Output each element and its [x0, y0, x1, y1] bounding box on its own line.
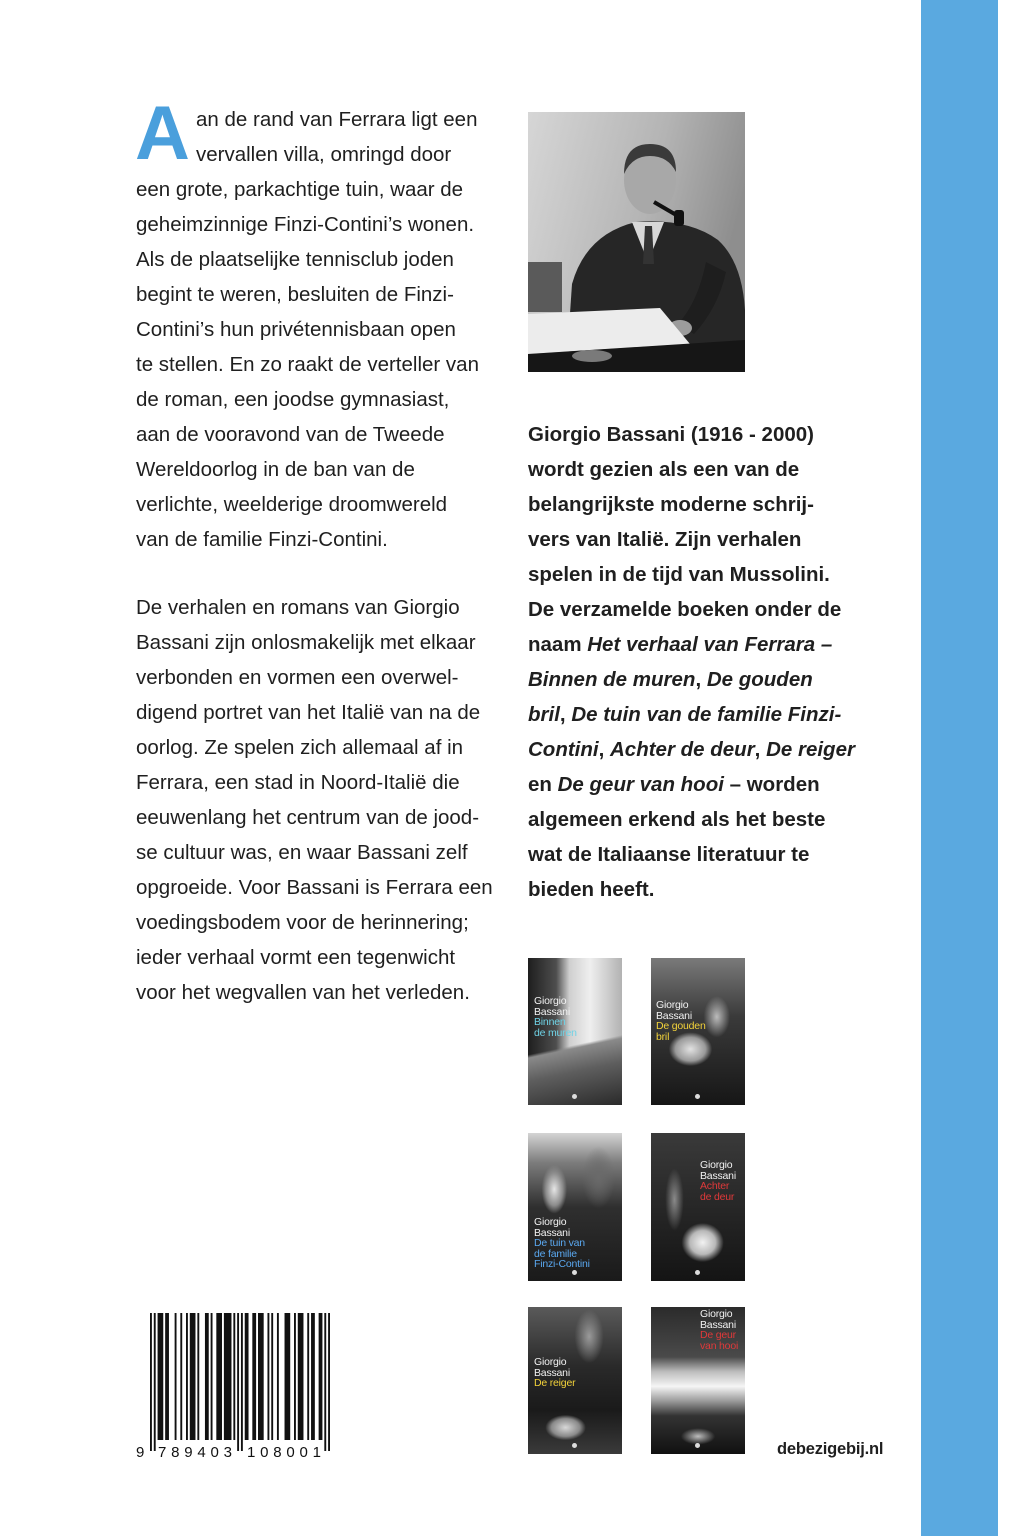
text-line: verlichte, weelderige droomwereld [136, 493, 448, 516]
book-title-text: De reiger [766, 738, 855, 761]
bio-line [528, 662, 855, 697]
barcode-guard-bar [328, 1313, 330, 1451]
barcode-bar [277, 1313, 279, 1440]
cover-author: Giorgio [534, 995, 567, 1007]
book-title-text: De tuin van de familie Finzi- [571, 703, 842, 726]
barcode-bar [165, 1313, 169, 1440]
barcode-guard-bar [154, 1313, 156, 1451]
cover-title: de deur [700, 1190, 735, 1203]
cover-author: Giorgio [656, 999, 689, 1011]
bio-text: , [695, 668, 707, 691]
author-photo [528, 112, 745, 372]
barcode-bar [294, 1313, 296, 1440]
barcode-bar [205, 1313, 209, 1440]
text-line: Wereldoorlog in de ban van de [136, 458, 415, 481]
bio-text: , [559, 703, 572, 726]
cover-title: Finzi-Contini [534, 1258, 590, 1270]
text-line: de roman, een joodse gymnasiast, [136, 388, 450, 411]
bio-text: wordt gezien als een van de [528, 458, 800, 481]
book-title-text: bril [528, 703, 560, 726]
barcode-bar [190, 1313, 196, 1440]
intro-paragraph [136, 102, 479, 557]
bio-line [528, 522, 855, 557]
cover-author: Bassani [656, 1009, 692, 1022]
bio-text: naam [528, 633, 588, 656]
cover-title: De reiger [534, 1377, 576, 1389]
text-line: oorlog. Ze spelen zich allemaal af in [136, 736, 464, 759]
bio-text: spelen in de tijd van Mussolini. [528, 563, 830, 586]
series-book-cover [528, 1307, 622, 1454]
cover-title: De geur [700, 1329, 736, 1341]
bio-text: belangrijkste moderne schrij- [528, 493, 814, 516]
bio-line [528, 557, 855, 592]
text-line: geheimzinnige Finzi-Contini’s wonen. [136, 213, 475, 236]
cover-title: Achter [700, 1180, 730, 1192]
bio-line [528, 417, 855, 452]
barcode-guard-bar [241, 1313, 243, 1451]
bio-line [528, 732, 855, 767]
series-book-cover [651, 958, 745, 1105]
barcode-bar [245, 1313, 249, 1440]
barcode-bar [298, 1313, 304, 1440]
photo-pipe-bowl [674, 210, 684, 226]
author-bio [528, 417, 855, 907]
cover-text [534, 996, 577, 1038]
bio-text: algemeen erkend als het beste [528, 808, 826, 831]
barcode-bar [267, 1313, 269, 1440]
cover-author: Giorgio [700, 1308, 733, 1320]
text-line: an de rand van Ferrara ligt een [196, 108, 478, 131]
barcode-bar [216, 1313, 222, 1440]
bio-line [528, 872, 855, 907]
bio-line [528, 487, 855, 522]
cover-author: Giorgio [534, 1216, 567, 1228]
bio-text: en [528, 773, 558, 796]
bio-line [528, 592, 855, 627]
bio-text: bieden heeft. [528, 878, 655, 901]
barcode-bar [224, 1313, 232, 1440]
text-line: Ferrara, een stad in Noord-Italië die [136, 771, 460, 794]
text-line: een grote, parkachtige tuin, waar de [136, 178, 464, 201]
barcode-bar [186, 1313, 188, 1440]
barcode-bar [180, 1313, 182, 1440]
cover-author: Bassani [534, 1366, 570, 1379]
text-line: ieder verhaal vormt een tegenwicht [136, 946, 456, 969]
text-line: Contini’s hun privétennisbaan open [136, 318, 456, 341]
barcode-bar [307, 1313, 309, 1440]
publisher-logo-icon [572, 1094, 577, 1099]
isbn-barcode [134, 1310, 334, 1462]
book-title-text: Achter de deur [610, 738, 755, 761]
photo-machine [528, 262, 562, 312]
bio-line [528, 767, 855, 802]
context-paragraph [136, 590, 493, 1010]
text-line: digend portret van het Italië van na de [136, 701, 481, 724]
publisher-logo-icon [572, 1270, 577, 1275]
barcode-bar [175, 1313, 177, 1440]
cover-title: van hooi [700, 1339, 739, 1352]
bio-line [528, 452, 855, 487]
text-line: voor het wegvallen van het verleden. [136, 981, 470, 1004]
text-line: se cultuur was, en waar Bassani zelf [136, 841, 468, 864]
book-title-text: De geur van hooi [557, 773, 724, 796]
barcode-bar [197, 1313, 199, 1440]
bio-text: , [598, 738, 610, 761]
text-line: begint te weren, besluiten de Finzi- [136, 283, 454, 306]
barcode-bar [258, 1313, 264, 1440]
cover-text [700, 1309, 738, 1351]
cover-title: bril [656, 1030, 670, 1043]
book-title-text: Contini [528, 738, 599, 761]
bio-text: wat de Italiaanse literatuur te [528, 843, 810, 866]
cover-author: Giorgio [700, 1159, 733, 1171]
publisher-logo-icon [695, 1270, 700, 1275]
book-title-text: De gouden [706, 668, 813, 691]
barcode-guard-bar [150, 1313, 152, 1451]
barcode-left-group: 789403 [158, 1444, 232, 1461]
bio-text: Giorgio Bassani (1916 - 2000) [528, 423, 814, 446]
cover-text [700, 1160, 736, 1202]
text-line: De verhalen en romans van Giorgio [136, 596, 460, 619]
series-book-cover [528, 958, 622, 1105]
cover-title: De gouden [656, 1020, 706, 1032]
bio-text: De verzamelde boeken onder de [528, 598, 842, 621]
barcode-bar [252, 1313, 256, 1440]
barcode-first-digit: 9 [136, 1444, 145, 1461]
photo-ashtray [572, 350, 612, 362]
barcode-bars [150, 1313, 330, 1451]
cover-text [534, 1357, 575, 1389]
bio-line [528, 697, 855, 732]
bio-text: , [754, 738, 767, 761]
bio-text: vers van Italië. Zijn verhalen [528, 528, 802, 551]
text-line: Bassani zijn onlosmakelijk met elkaar [136, 631, 476, 654]
barcode-bar [233, 1313, 235, 1440]
publisher-logo-icon [572, 1443, 577, 1448]
bio-line [528, 802, 855, 837]
barcode-bar [211, 1313, 213, 1440]
cover-author: Bassani [534, 1226, 570, 1239]
barcode-bar [285, 1313, 291, 1440]
publisher-website: debezigebij.nl [777, 1440, 884, 1458]
cover-title: Binnen [534, 1016, 566, 1028]
text-line: aan de vooravond van de Tweede [136, 423, 445, 446]
text-line: verbonden en vormen een overwel- [136, 666, 459, 689]
cover-author: Bassani [700, 1318, 736, 1331]
blue-spine-stripe [921, 0, 998, 1536]
cover-author: Bassani [534, 1005, 570, 1018]
cover-author: Giorgio [534, 1356, 567, 1368]
barcode-guard-bar [324, 1313, 326, 1451]
barcode-bar [271, 1313, 273, 1440]
barcode-guard-bar [237, 1313, 239, 1451]
publisher-logo-icon [695, 1443, 700, 1448]
series-book-cover [528, 1133, 622, 1281]
cover-title: de muren [534, 1026, 577, 1039]
text-line: te stellen. En zo raakt de verteller van [136, 353, 479, 376]
text-line: eeuwenlang het centrum van de jood- [136, 806, 480, 829]
barcode-bar [158, 1313, 164, 1440]
series-book-cover [651, 1133, 745, 1281]
text-line: voedingsbodem voor de herinnering; [136, 911, 469, 934]
cover-text [656, 1000, 706, 1042]
bio-line [528, 837, 855, 872]
cover-title: De tuin van [534, 1237, 585, 1249]
book-title-text: Binnen de muren [528, 668, 696, 691]
publisher-logo-icon [695, 1094, 700, 1099]
text-line: Als de plaatselijke tennisclub joden [136, 248, 454, 271]
barcode-bar [319, 1313, 323, 1440]
bio-text: – worden [723, 773, 820, 796]
book-title-text: Het verhaal van Ferrara – [587, 633, 833, 656]
text-line: vervallen villa, omringd door [196, 143, 452, 166]
series-book-cover [651, 1307, 745, 1454]
bio-line [528, 627, 855, 662]
cover-title: de familie [534, 1247, 577, 1260]
cover-text [534, 1217, 590, 1270]
cover-author: Bassani [700, 1169, 736, 1182]
drop-cap: A [135, 91, 190, 176]
barcode-bar [311, 1313, 315, 1440]
text-line: van de familie Finzi-Contini. [136, 528, 388, 551]
text-line: opgroeide. Voor Bassani is Ferrara een [136, 876, 493, 899]
barcode-right-group: 108001 [247, 1444, 321, 1461]
